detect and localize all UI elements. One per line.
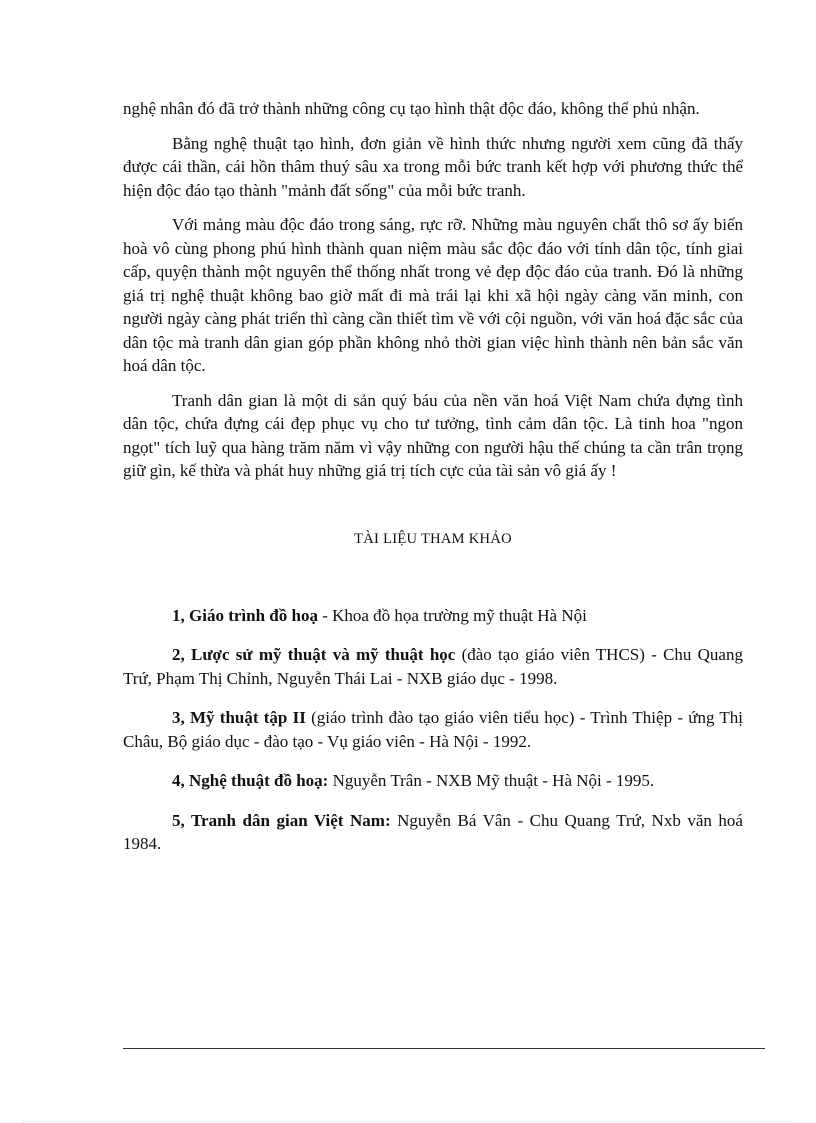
reference-details: Nguyễn Trân - NXB Mỹ thuật - Hà Nội - 1995. <box>328 771 655 790</box>
reference-item <box>123 809 743 856</box>
reference-item <box>123 769 743 793</box>
reference-title: 4, Nghệ thuật đồ hoạ: <box>172 771 329 790</box>
body-paragraph: Tranh dân gian là một di sản quý báu của nền văn hoá Việt Nam chứa đựng tình dân tộc, chứa đựng cái đẹp phục vụ cho tư tưởng, tình cảm dân tộc. Là tinh hoa "ngon ngọt" tích luỹ qua hàng trăm năm vì vậy những con người hậu thế chúng ta cần trân trọng giữ gìn, kế thừa và phát huy những giá trị tích cực của tài sản vô giá ấy ! <box>123 390 743 480</box>
reference-details: Nguyễn Bá Vân - Chu Quang Trứ, Nxb văn hoá 1984. <box>123 810 743 853</box>
reference-details: (giáo trình đào tạo giáo viên tiểu học) - Trình Thiệp - ứng Thị Châu, Bộ giáo dục - đào tạo - Vụ giáo viên - Hà Nội - 1992. <box>123 708 743 751</box>
reference-title: 3, Mỹ thuật tập II <box>172 708 306 727</box>
reference-title: 5, Tranh dân gian Việt Nam: <box>172 810 391 830</box>
references-list <box>123 604 743 856</box>
body-paragraph-continued: nghệ nhân đó đã trở thành những công cụ tạo hình thật độc đáo, không thể phủ nhận. <box>123 99 700 118</box>
reference-title: 2, Lược sử mỹ thuật và mỹ thuật học <box>172 645 456 664</box>
reference-item <box>123 706 743 753</box>
references-heading: TÀI LIỆU THAM KHẢO <box>354 530 512 547</box>
page-bottom-edge <box>22 1121 794 1122</box>
reference-item <box>123 643 743 690</box>
footer-divider <box>123 1048 765 1049</box>
reference-item <box>123 604 743 628</box>
reference-title: 1, Giáo trình đồ hoạ <box>172 605 318 625</box>
body-paragraph: Với mảng màu độc đáo trong sáng, rực rỡ. Những màu nguyên chất thô sơ ấy biến hoà vô cùng phong phú hình thành quan niệm màu sắc độc đáo với tính dân tộc, tính giai cấp, quyện thành một nguyên thể thống nhất trong vẻ đẹp độc đáo của tranh. Đó là những giá trị nghệ thuật không bao giờ mất đi mà trái lại khi xã hội ngày càng văn minh, con người ngày càng phát triển thì càng cần thiết tìm về với cội nguồn, với văn hoá đặc sắc của dân tộc mà tranh dân gian góp phần không nhỏ thời gian việc hình thành nên bản sắc văn hoá dân tộc. <box>123 215 743 375</box>
document-page <box>123 97 743 872</box>
reference-details: - Khoa đồ họa trường mỹ thuật Hà Nội <box>317 605 587 625</box>
body-paragraph: Bằng nghệ thuật tạo hình, đơn giản về hình thức nhưng người xem cũng đã thấy được cái thần, cái hồn thâm thuý sâu xa trong mỗi bức tranh kết hợp với phương thức thể hiện độc đáo tạo thành "mảnh đất sống" của mỗi bức tranh. <box>123 133 743 200</box>
reference-details: (đào tạo giáo viên THCS) - Chu Quang Trứ, Phạm Thị Chỉnh, Nguyễn Thái Lai - NXB giáo dục - 1998. <box>123 645 743 688</box>
